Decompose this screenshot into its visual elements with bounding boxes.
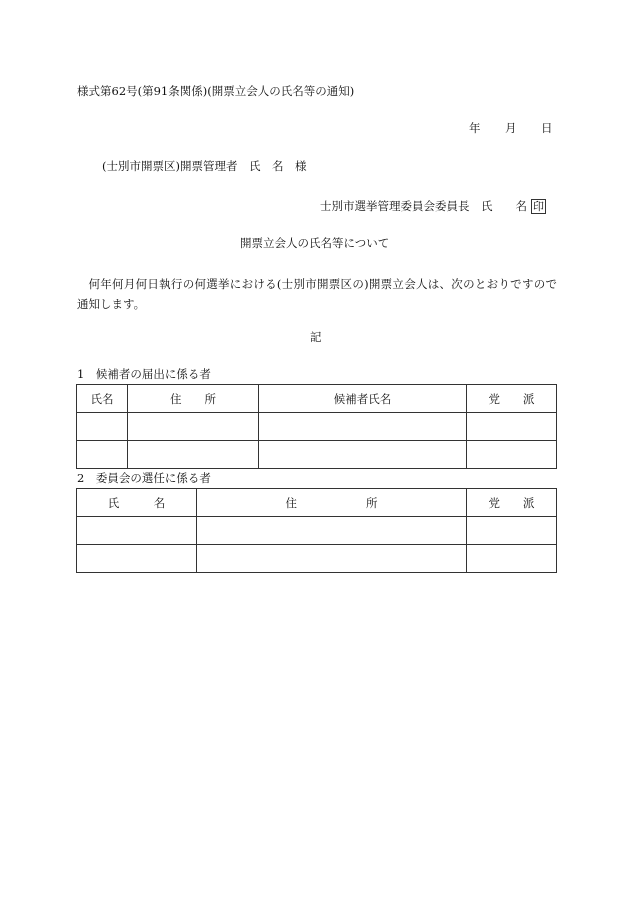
- committee-appointee-table: [76, 488, 557, 573]
- header-name: 氏名: [77, 385, 128, 413]
- ki-marker: 記: [310, 330, 322, 344]
- table-cell[interactable]: [197, 545, 467, 573]
- table-cell[interactable]: [467, 545, 557, 573]
- table-row: [77, 413, 557, 441]
- date-year: 年: [469, 121, 481, 135]
- sender-title: 士別市選挙管理委員会委員長 氏 名: [320, 198, 527, 213]
- header-candidate-name: 候補者氏名: [259, 385, 467, 413]
- candidate-nominee-table: [76, 384, 557, 469]
- table-cell[interactable]: [128, 413, 259, 441]
- table-cell[interactable]: [259, 413, 467, 441]
- table-cell[interactable]: [77, 413, 128, 441]
- table-cell[interactable]: [77, 517, 197, 545]
- table-cell[interactable]: [467, 517, 557, 545]
- table-cell[interactable]: [128, 441, 259, 469]
- header-address: 住 所: [197, 489, 467, 517]
- table-cell[interactable]: [197, 517, 467, 545]
- form-number: 様式第62号(第91条関係)(開票立会人の氏名等の通知): [77, 84, 355, 98]
- table-cell[interactable]: [259, 441, 467, 469]
- addressee: (士別市開票区)開票管理者 氏 名 様: [102, 159, 307, 173]
- header-name: 氏 名: [77, 489, 197, 517]
- section1-title: 1 候補者の届出に係る者: [77, 367, 211, 381]
- table-row: [77, 441, 557, 469]
- table-header-row: [77, 385, 557, 413]
- subject-title: 開票立会人の氏名等について: [240, 236, 390, 250]
- date-month: 月: [505, 121, 517, 135]
- table-cell[interactable]: [77, 545, 197, 573]
- sender: [320, 199, 546, 214]
- table-header-row: [77, 489, 557, 517]
- table-row: [77, 517, 557, 545]
- seal-box: 印: [533, 200, 544, 213]
- date-line: [469, 123, 553, 135]
- table-cell[interactable]: [467, 441, 557, 469]
- header-party: 党 派: [467, 489, 557, 517]
- table-cell[interactable]: [467, 413, 557, 441]
- date-day: 日: [541, 121, 553, 135]
- header-address: 住 所: [128, 385, 259, 413]
- table-cell[interactable]: [77, 441, 128, 469]
- table-row: [77, 545, 557, 573]
- section2-title: 2 委員会の選任に係る者: [77, 471, 211, 485]
- body-text: 何年何月何日執行の何選挙における(士別市開票区の)開票立会人は、次のとおりですので通知します。: [77, 277, 557, 311]
- header-party: 党 派: [467, 385, 557, 413]
